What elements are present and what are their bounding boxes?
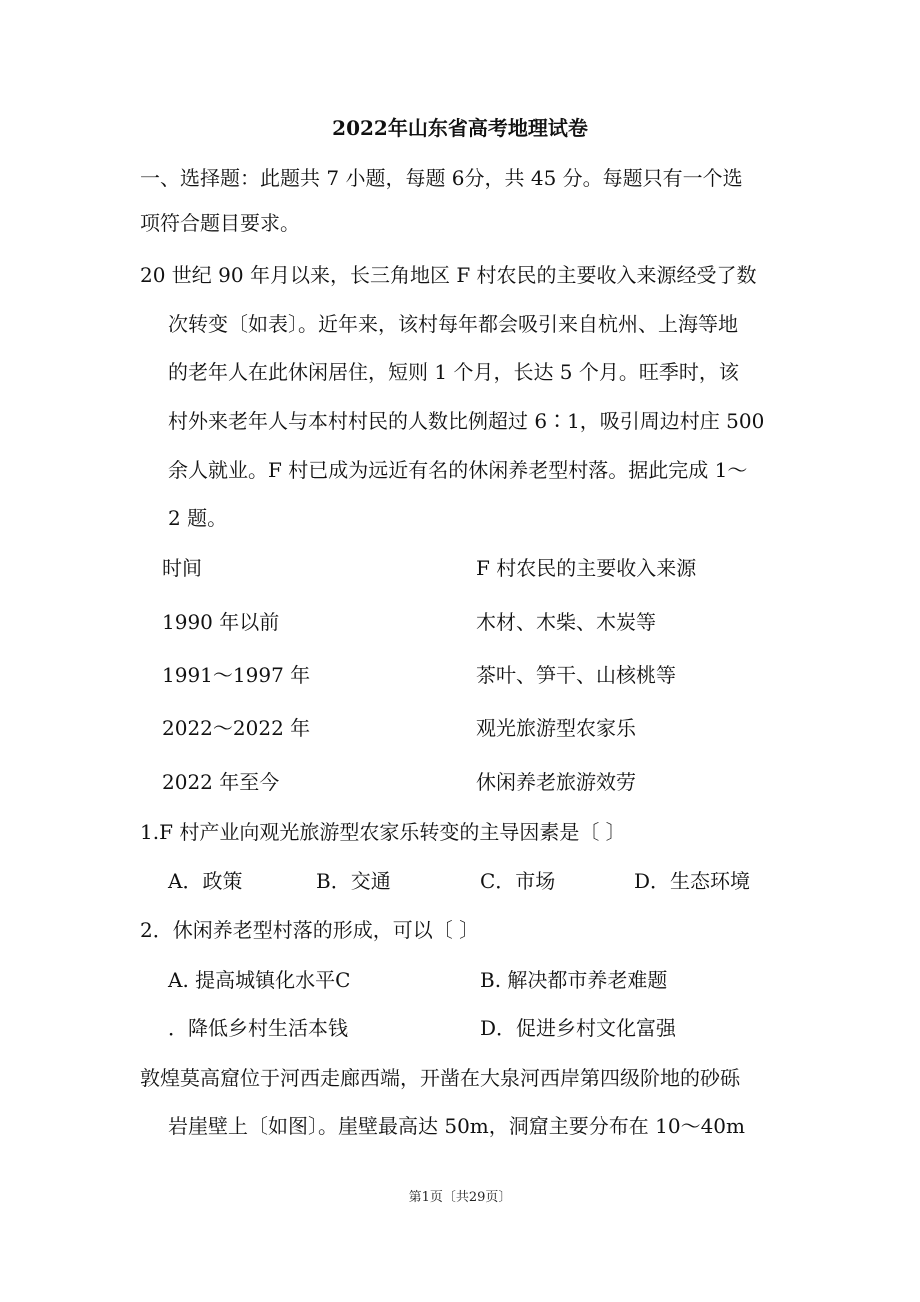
page-title: 2022年山东省高考地理试卷 bbox=[332, 116, 588, 140]
table-cell: 休闲养老旅游效劳 bbox=[476, 770, 636, 794]
page-number: 第1页〔共29页〕 bbox=[408, 1190, 512, 1205]
q2-option-b: B. 解决都市养老难题 bbox=[480, 968, 668, 992]
table-cell: 2022～2022 年 bbox=[162, 716, 311, 740]
q1-option-a: A．政策 bbox=[168, 869, 243, 893]
passage-line: 2 题。 bbox=[168, 506, 228, 530]
passage-line: 20 世纪 90 年月以来，长三角地区 F 村农民的主要收入来源经受了数 bbox=[140, 263, 757, 287]
passage-line: 村外来老年人与本村村民的人数比例超过 6∶1，吸引周边村庄 500 bbox=[168, 409, 765, 433]
passage-line: 敦煌莫高窟位于河西走廊西端，开凿在大泉河西岸第四级阶地的砂砾 bbox=[140, 1066, 740, 1090]
q1-option-c: C．市场 bbox=[480, 869, 556, 893]
passage-line: 岩崖壁上〔如图〕。崖壁最高达 50m，洞窟主要分布在 10～40m bbox=[168, 1114, 745, 1138]
q1-option-d: D．生态环境 bbox=[634, 869, 751, 893]
table-cell: 木材、木柴、木炭等 bbox=[476, 610, 656, 634]
question-1-stem: 1.F 村产业向观光旅游型农家乐转变的主导因素是〔 〕 bbox=[140, 820, 626, 844]
section-instructions: 一、选择题：此题共 7 小题，每题 6分，共 45 分。每题只有一个选 bbox=[140, 166, 743, 190]
q2-option-c: ．降低乡村生活本钱 bbox=[168, 1016, 348, 1040]
table-cell: 茶叶、笋干、山核桃等 bbox=[476, 663, 676, 687]
table-header-income: F 村农民的主要收入来源 bbox=[476, 556, 697, 580]
table-cell: 观光旅游型农家乐 bbox=[476, 716, 636, 740]
table-cell: 2022 年至今 bbox=[162, 770, 280, 794]
q1-option-b: B．交通 bbox=[316, 869, 391, 893]
passage-line: 次转变〔如表〕。近年来，该村每年都会吸引来自杭州、上海等地 bbox=[168, 312, 738, 336]
q2-option-a: A. 提高城镇化水平C bbox=[168, 968, 351, 992]
question-2-stem: 2．休闲养老型村落的形成，可以〔 〕 bbox=[140, 918, 480, 942]
q2-option-d: D．促进乡村文化富强 bbox=[480, 1016, 677, 1040]
table-cell: 1990 年以前 bbox=[162, 610, 280, 634]
table-header-time: 时间 bbox=[162, 556, 202, 580]
passage-line: 余人就业。F 村已成为远近有名的休闲养老型村落。据此完成 1～ bbox=[168, 458, 748, 482]
section-instructions-cont: 项符合题目要求。 bbox=[140, 211, 300, 235]
table-cell: 1991～1997 年 bbox=[162, 663, 311, 687]
passage-line: 的老年人在此休闲居住，短则 1 个月，长达 5 个月。旺季时，该 bbox=[168, 360, 739, 384]
